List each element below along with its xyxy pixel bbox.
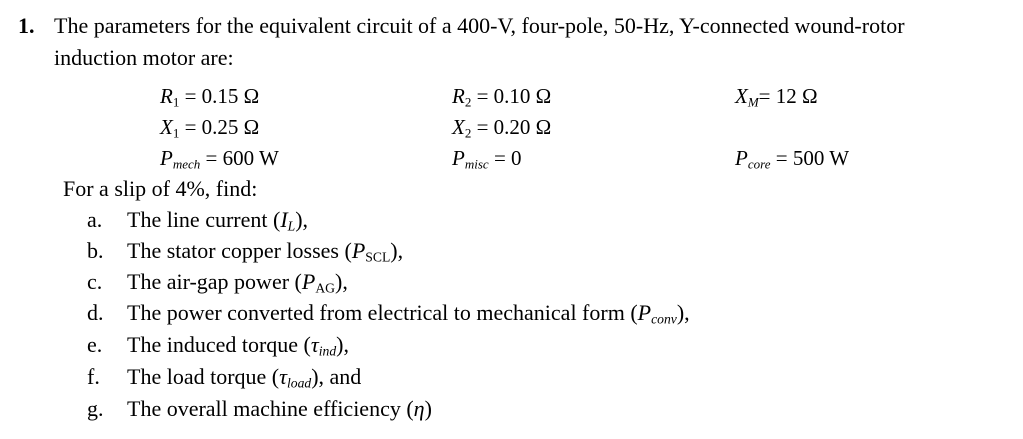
- problem-number: 1.: [18, 13, 35, 38]
- param-pmisc: $P_{misc} = 0$: [452, 146, 522, 172]
- param-x2: $X_2 = 0.20$ Ω: [452, 115, 552, 141]
- intro-text: For a slip of 4%, find:: [63, 176, 258, 201]
- list-item-b: b. The stator copper losses $(P_{SCL})$,: [87, 238, 404, 265]
- param-r1: $R_1 = 0.15$ Ω: [160, 84, 260, 110]
- param-xm: $X_M= 12$ Ω: [735, 84, 818, 110]
- problem-statement-line-2: induction motor are:: [54, 45, 234, 70]
- param-x1: $X_1 = 0.25$ Ω: [160, 115, 260, 141]
- param-pcore: $P_{core} = 500$ W: [735, 146, 850, 172]
- list-item-c: c. The air-gap power $(P_{AG})$,: [87, 269, 348, 296]
- list-item-f: f. The load torque $(\tau_{load})$, and: [87, 364, 362, 391]
- list-item-d: d. The power converted from electrical to mechanical form $(P_{conv})$,: [87, 300, 690, 327]
- param-pmech: $P_{mech} = 600$ W: [160, 146, 279, 172]
- param-r2: $R_2 = 0.10$ Ω: [452, 84, 552, 110]
- problem-statement-line-1: The parameters for the equivalent circuit of a 400-V, four-pole, 50-Hz, Y-connected wound-rotor: [54, 13, 905, 38]
- list-item-a: a. The line current $(I_L)$,: [87, 207, 309, 234]
- list-item-e: e. The induced torque $(\tau_{ind})$,: [87, 332, 349, 359]
- list-item-g: g. The overall machine efficiency (η): [87, 396, 432, 421]
